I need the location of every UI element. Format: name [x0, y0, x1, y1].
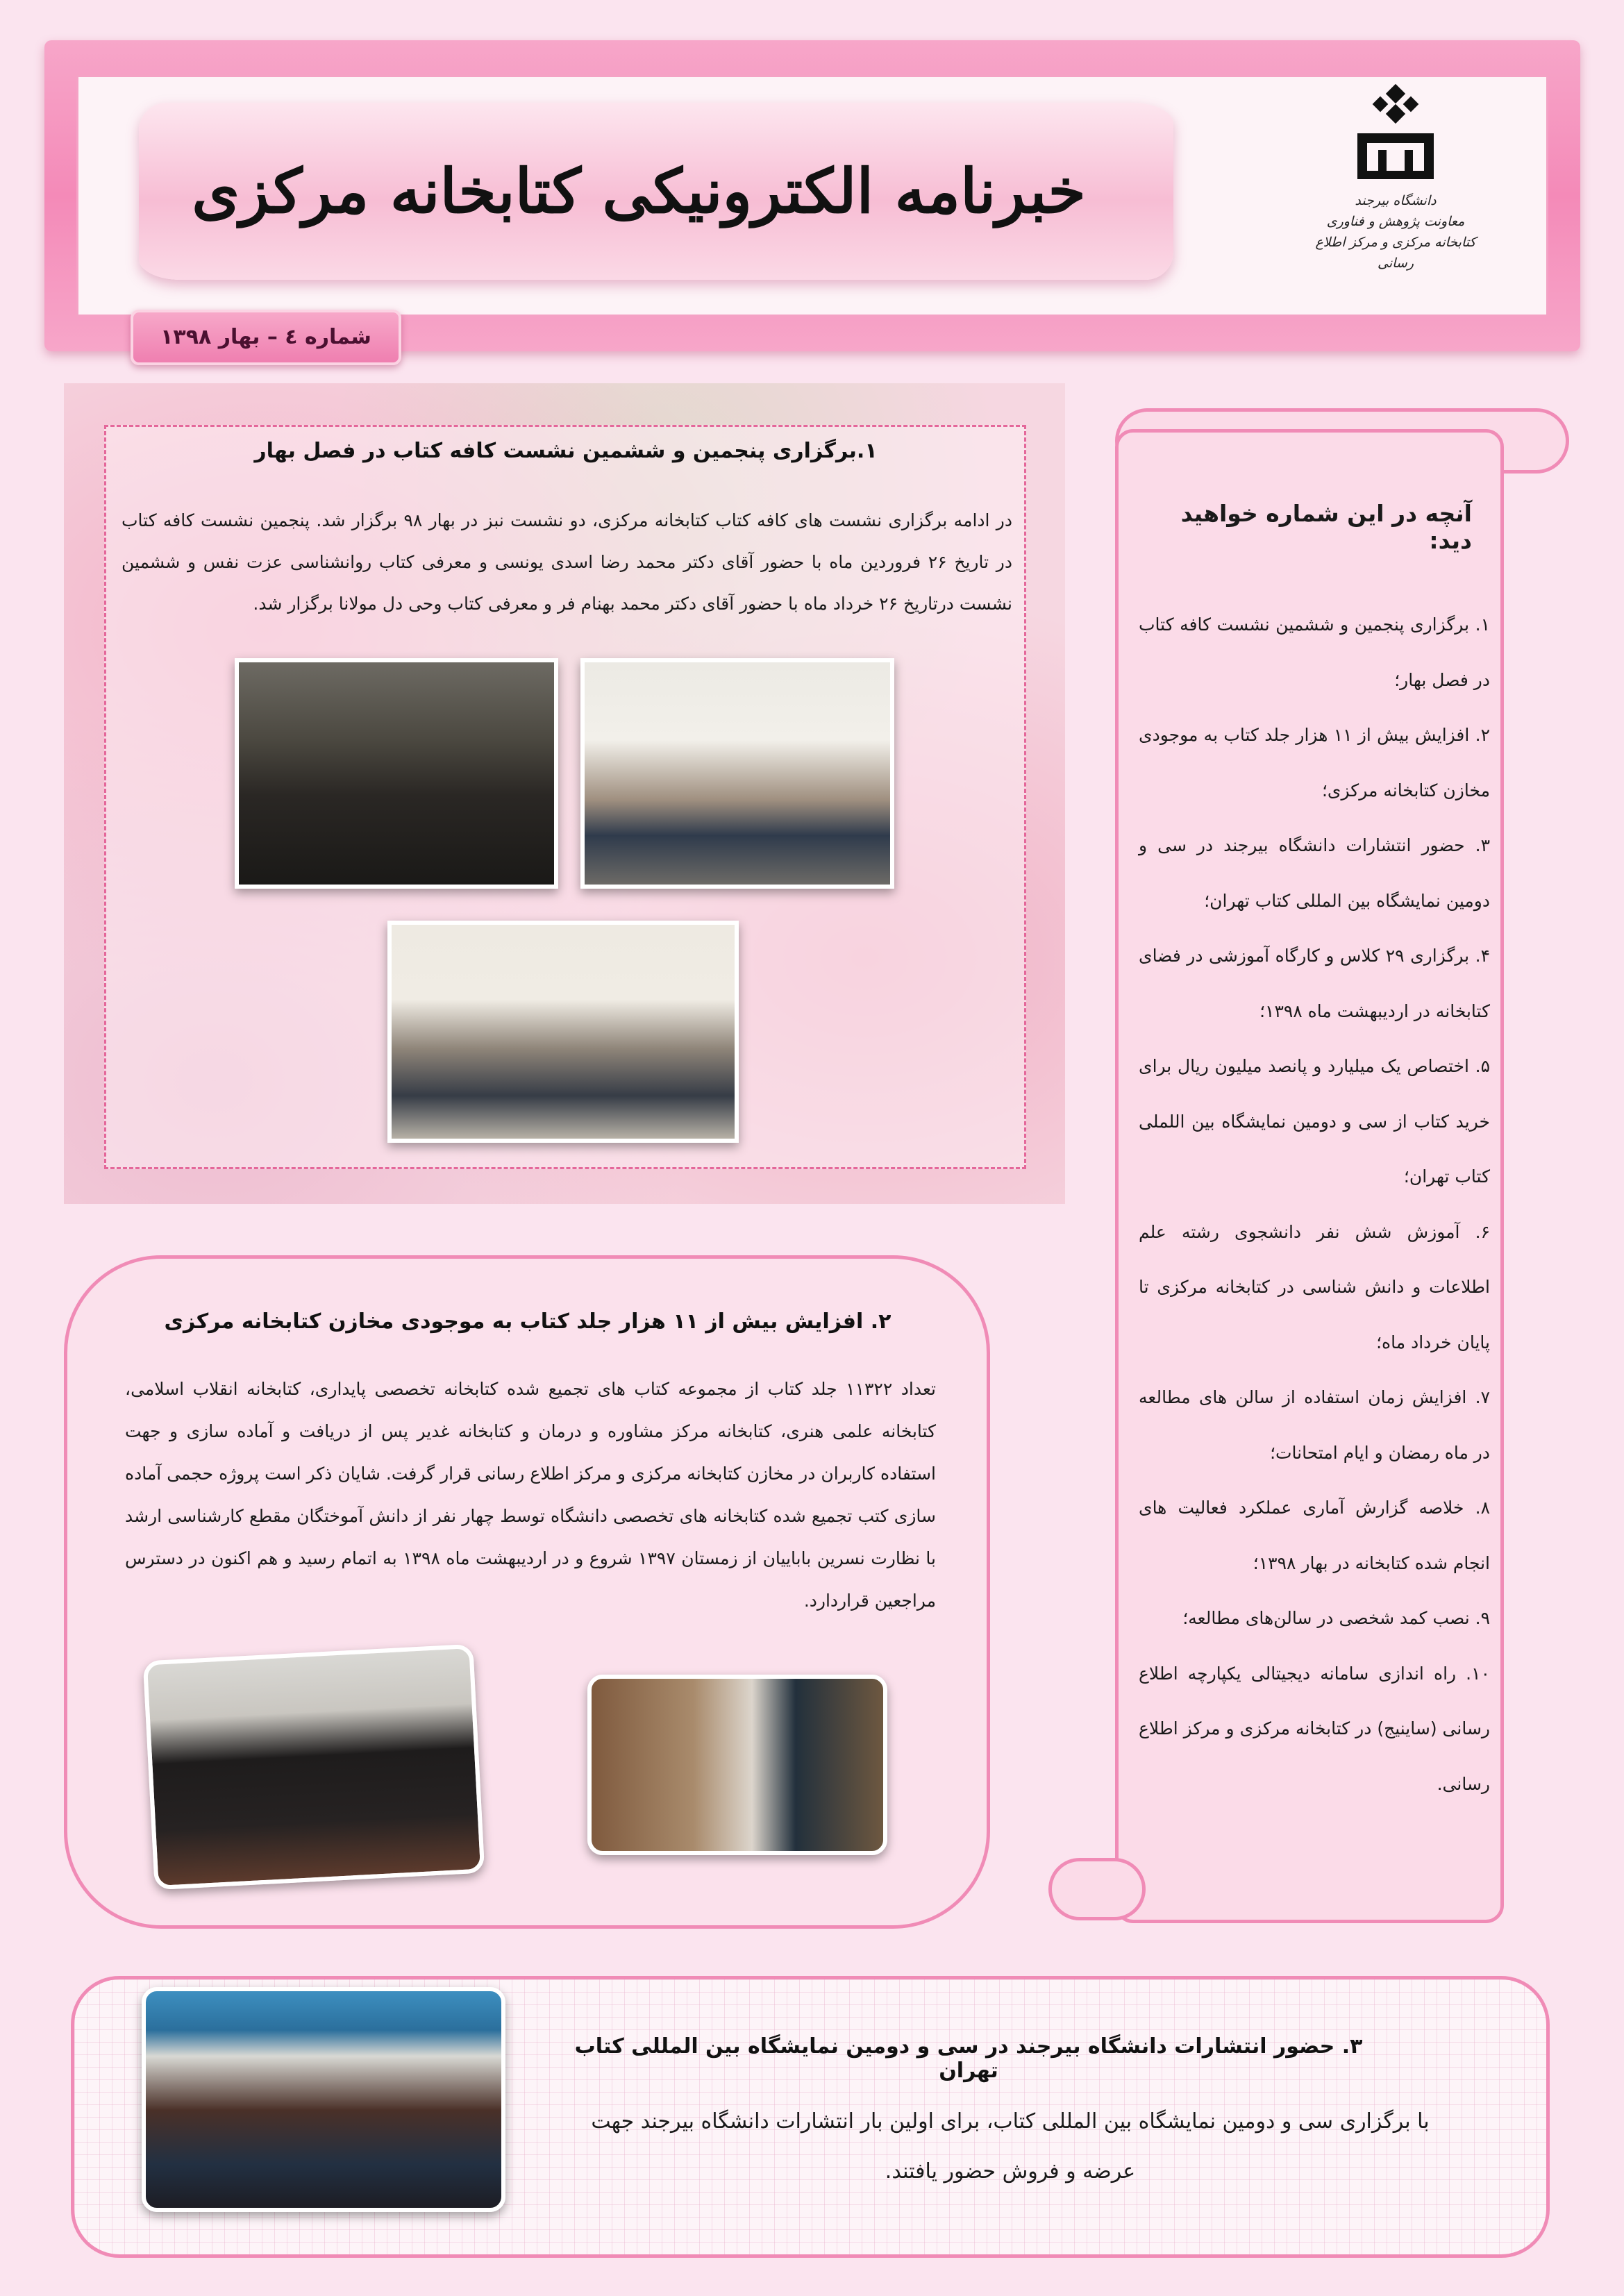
newsletter-title: خبرنامه الکترونیکی کتابخانه مرکزی [192, 155, 1086, 227]
toc-item: ۱. برگزاری پنجمین و ششمین نشست کافه کتاب در فصل بهار؛ [1139, 614, 1490, 690]
toc-heading: آنچه در این شماره خواهید دید: [1180, 500, 1472, 554]
photo-meeting-room [235, 658, 558, 889]
section1-body: در ادامه برگزاری نشست های کافه کتاب کتابخانه مرکزی، دو نشست نبز در بهار ۹۸ برگزار شد. پنجمین نشست کافه کتاب در تاریخ ۲۶ فروردین ماه با حضور آقای دکتر محمد رضا اسدی یونسی و معرفی کتاب روانشناسی عزت نفس و ششمین نشست درتاریخ ۲۶ خرداد ماه با حضور آقای دکتر محمد بهنام فر و معرفی کتاب وحی دل مولانا برگزار شد. [122, 510, 1013, 614]
logo-line-university: دانشگاه بیرجند [1355, 193, 1437, 208]
section2-title: ۲. افزایش بیش از ۱۱ هزار جلد کتاب به موجودی مخازن کتابخانه مرکزی [164, 1309, 891, 1334]
section2-body: تعداد ۱۱۳۲۲ جلد کتاب از مجموعه کتاب های تجمیع شده کتابخانه تخصصی پایداری، کتابخانه انقلاب اسلامی، کتابخانه علمی هنری، کتابخانه مرکز مشاوره و درمان و کتابخانه غدیر پس از دریافت و آماده سازی و جهت استفاده کاربران در مخازن کتابخانه مرکزی و مرکز اطلاع رسانی قرار گرفت. شایان ذکر است پروژه حجمی آماده سازی کتب تجمیع شده کتابخانه های تخصصی دانشگاه توسط چهار نفر از دانش آموختگان مقطع کارشناسی ارشد با نظارت نسرین باباییان از زمستان ۱۳۹۷ شروع و در اردیبهشت ماه ۱۳۹۸ به اتمام رسید و هم اکنون در دسترس مراجعین قراردارد. [125, 1379, 936, 1611]
section1-title: ۱.برگزاری پنجمین و ششمین نشست کافه کتاب در فصل بهار [254, 439, 878, 463]
university-logo-icon [1343, 83, 1448, 187]
photo-four-staff [143, 1644, 485, 1890]
photo-library-stacks [587, 1675, 887, 1855]
section3-title: ۳. حضور انتشارات دانشگاه بیرجند در سی و دومین نمایشگاه بین المللی کتاب تهران [574, 2034, 1363, 2083]
toc-item: ۶. آموزش شش نفر دانشجوی رشته علم اطلاعات و دانش شناسی در کتابخانه مرکزی تا پایان خرداد ماه؛ [1139, 1221, 1490, 1352]
toc-list [1139, 597, 1490, 1811]
toc-item: ۷. افزایش زمان استفاده از سالن های مطالعه در ماه رمضان و ایام امتحانات؛ [1139, 1387, 1490, 1463]
toc-item: ۱۰. راه اندازی سامانه دیجیتالی یکپارچه اطلاع رسانی (ساینیج) در کتابخانه مرکزی و مرکز اطلاع رسانی. [1139, 1663, 1490, 1794]
university-logo [1305, 83, 1486, 305]
photo-book-fair-booth [142, 1987, 505, 2212]
toc-item: ۴. برگزاری ۲۹ کلاس و کارگاه آموزشی در فضای کتابخانه در اردیبهشت ماه ۱۳۹۸؛ [1139, 946, 1491, 1021]
toc-scroll-bottom [1048, 1858, 1146, 1920]
logo-line-deputy: معاونت پژوهش و فناوری [1326, 214, 1465, 229]
toc-item: ۹. نصب کمد شخصی در سالن‌های مطالعه؛ [1182, 1608, 1490, 1628]
toc-item: ۸. خلاصه گزارش آماری عملکرد فعالیت های انجام شده کتابخانه در بهار ۱۳۹۸؛ [1139, 1498, 1490, 1573]
issue-number-tab: شماره ٤ – بهار ۱۳۹۸ [131, 310, 401, 365]
toc-item: ۵. اختصاص یک میلیارد و پانصد میلیون ریال برای خرید کتاب از سی و دومین نمایشگاه بین اللملی کتاب تهران؛ [1139, 1056, 1490, 1187]
toc-item: ۲. افزایش بیش از ۱۱ هزار جلد کتاب به موجودی مخازن کتابخانه مرکزی؛ [1139, 725, 1491, 801]
section3-body: با برگزاری سی و دومین نمایشگاه بین المللی کتاب، برای اولین بار انتشارات دانشگاه بیرجند جهت عرضه و فروش حضور یافتند. [591, 2109, 1430, 2184]
photo-group-standing-second [387, 921, 739, 1143]
photo-group-standing [580, 658, 894, 889]
toc-item: ۳. حضور انتشارات دانشگاه بیرجند در سی و دومین نمایشگاه بین المللی کتاب تهران؛ [1139, 835, 1490, 911]
logo-line-library: کتابخانه مرکزی و مرکز اطلاع رسانی [1315, 235, 1476, 271]
